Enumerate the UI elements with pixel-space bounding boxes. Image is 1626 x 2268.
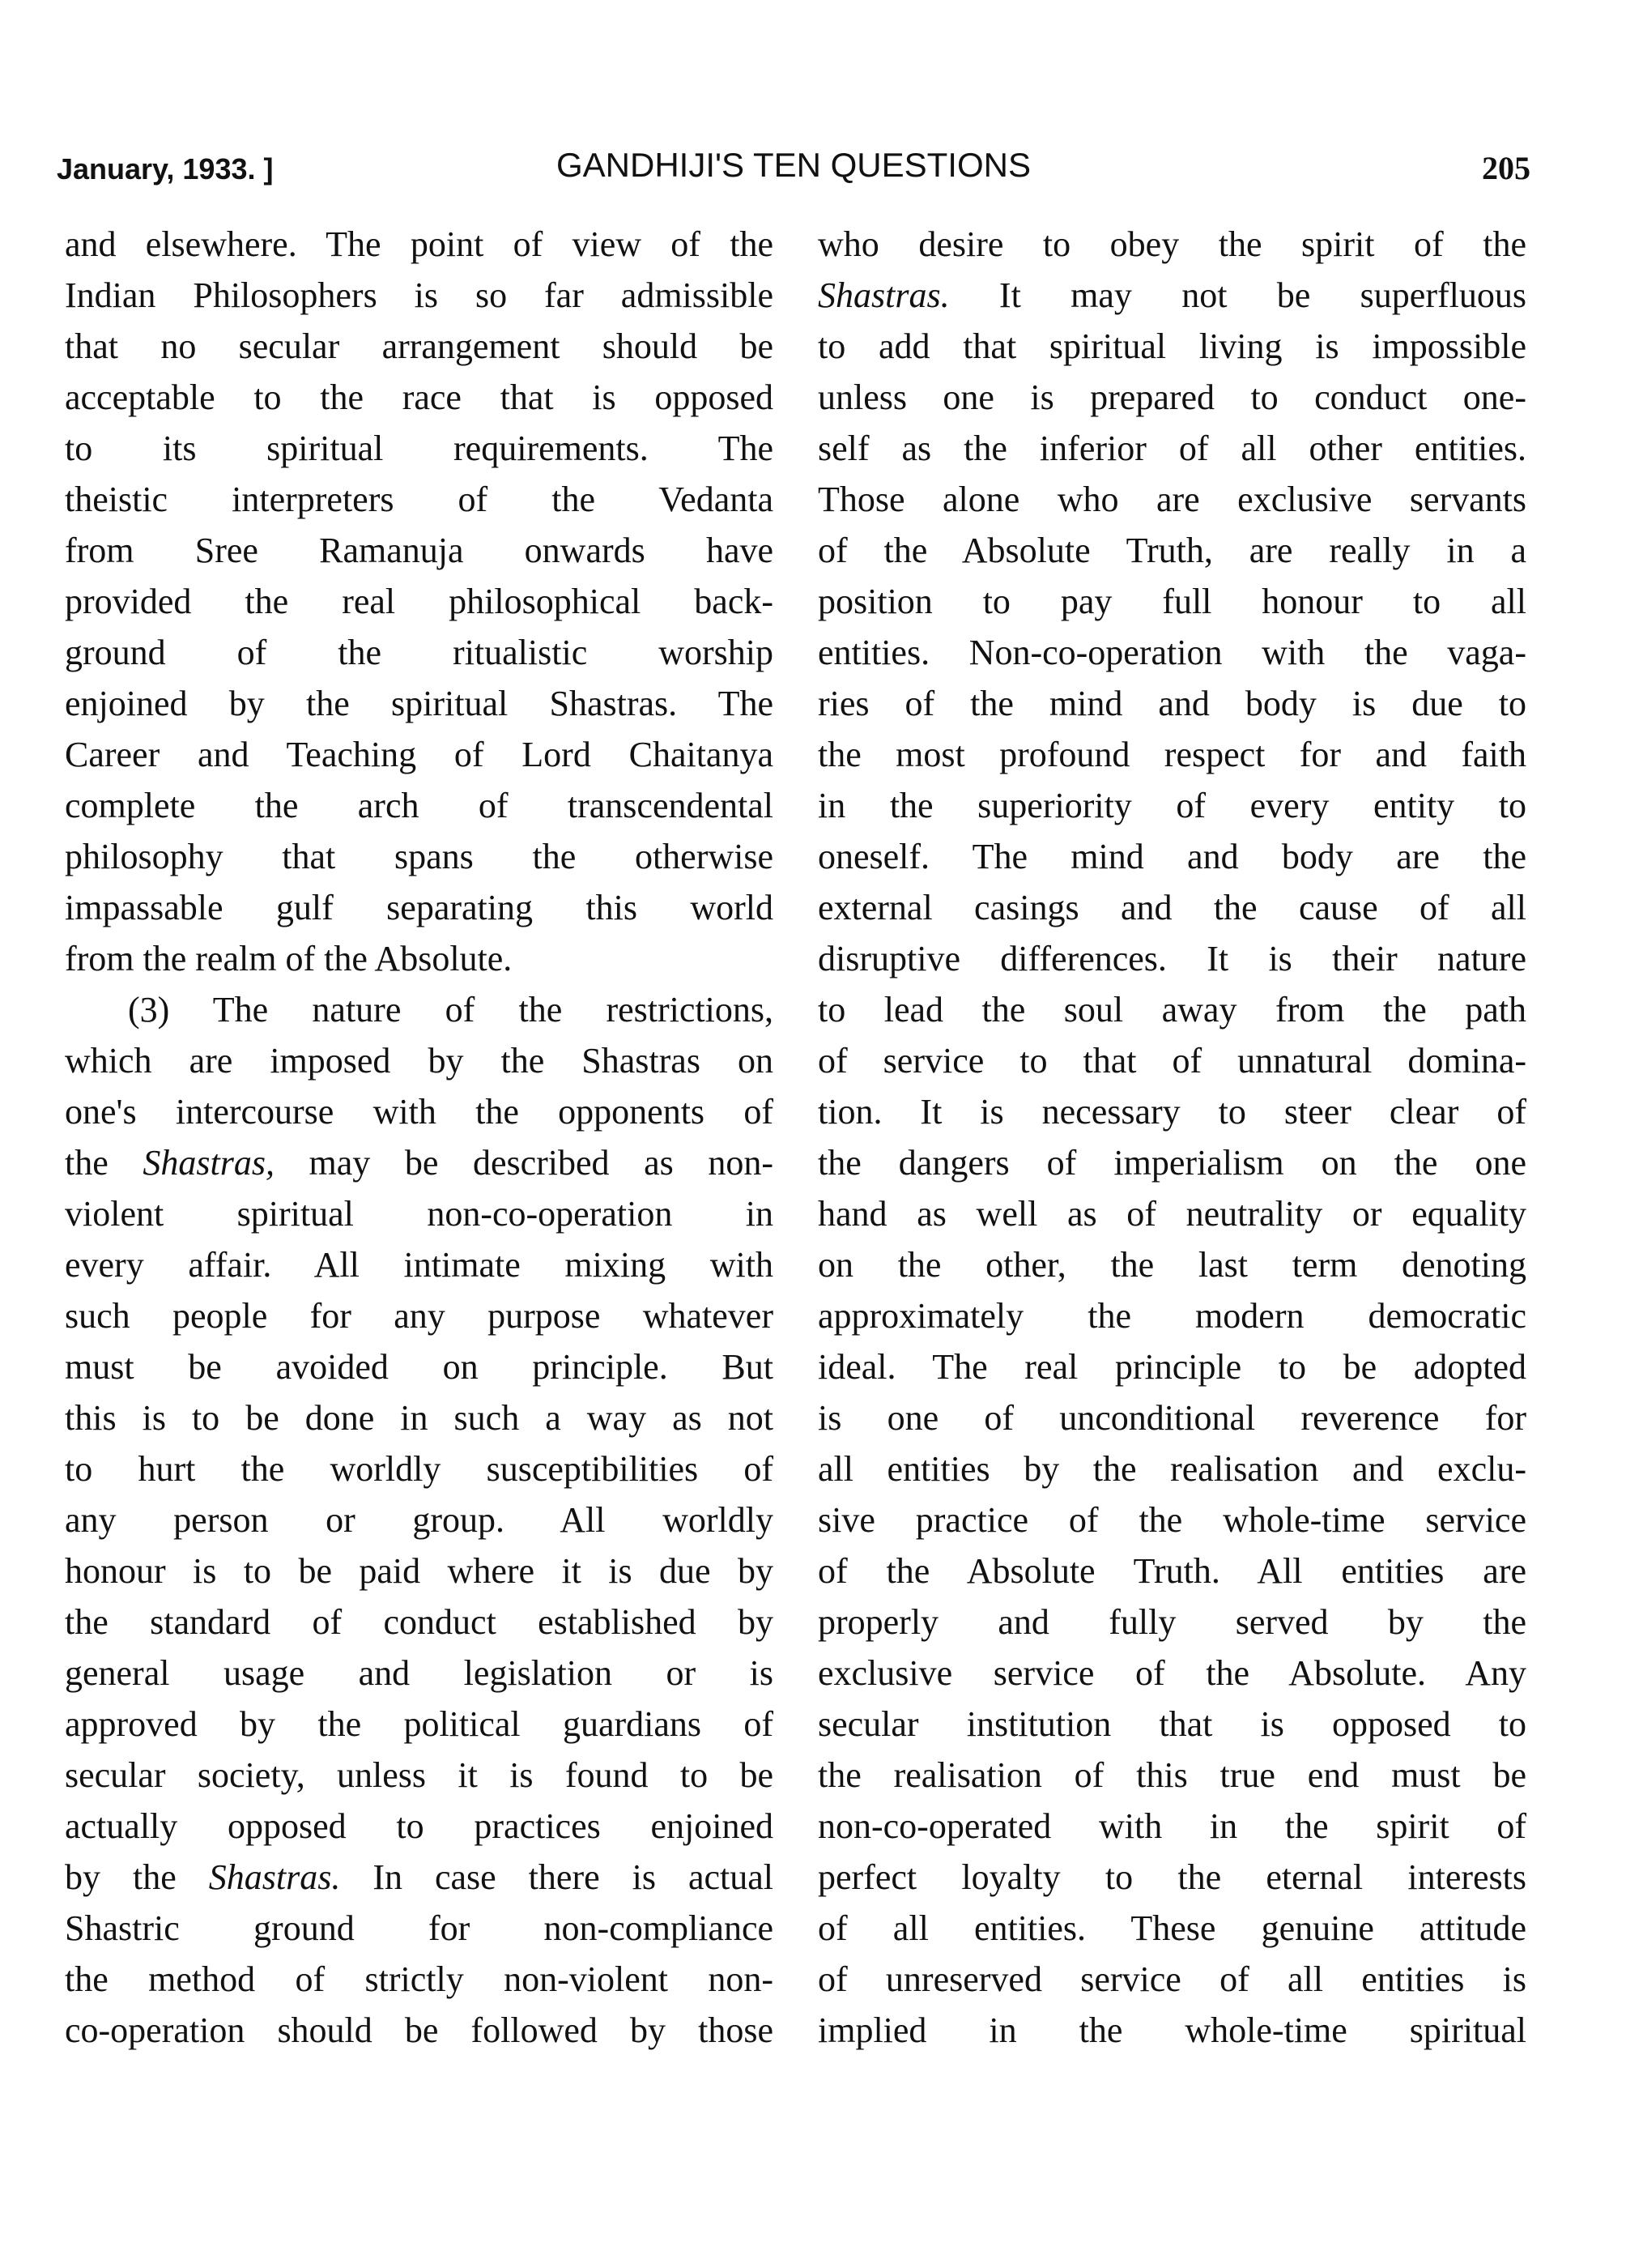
page-number: 205 xyxy=(1482,150,1530,186)
text-line: philosophy that spans the otherwise xyxy=(65,837,773,876)
text-line: tion. It is necessary to steer clear of xyxy=(818,1092,1526,1132)
text-line: which are imposed by the Shastras on xyxy=(65,1041,773,1081)
text-line: all entities by the realisation and exclu- xyxy=(818,1449,1526,1489)
text-line: from the realm of the Absolute. xyxy=(65,939,513,978)
text-line: properly and fully served by the xyxy=(818,1602,1526,1642)
text-line: unless one is prepared to conduct one- xyxy=(818,377,1526,417)
text-line: any person or group. All worldly xyxy=(65,1500,773,1540)
text-line xyxy=(65,1852,773,1903)
header-title: GANDHIJI'S TEN QUESTIONS xyxy=(556,146,1031,184)
text-line: implied in the whole-time spiritual xyxy=(818,2010,1526,2050)
text-line: disruptive differences. It is their nature xyxy=(818,939,1526,978)
text-line: to hurt the worldly susceptibilities of xyxy=(65,1449,773,1489)
paragraph-philosophy xyxy=(65,219,773,984)
left-column xyxy=(65,219,773,2056)
italic-term: Shastras. xyxy=(208,1857,341,1897)
text-line: to add that spiritual living is impossible xyxy=(818,326,1526,366)
italic-term: Shastras, xyxy=(143,1143,275,1183)
text-line: hand as well as of neutrality or equality xyxy=(818,1194,1526,1234)
text-line: from Sree Ramanuja onwards have xyxy=(65,531,773,570)
text-line: general usage and legislation or is xyxy=(65,1653,773,1693)
text-line: entities. Non-co-operation with the vaga- xyxy=(818,633,1526,672)
text-line: sive practice of the whole-time service xyxy=(818,1500,1526,1540)
text-line: to lead the soul away from the path xyxy=(818,990,1526,1030)
text-line: non-co-operated with in the spirit of xyxy=(818,1806,1526,1846)
text-line: every affair. All intimate mixing with xyxy=(65,1245,773,1285)
text-line: of the Absolute Truth. All entities are xyxy=(818,1551,1526,1591)
text-line: actually opposed to practices enjoined xyxy=(65,1806,773,1846)
text-line: perfect loyalty to the eternal interests xyxy=(818,1857,1526,1897)
text-line: the standard of conduct established by xyxy=(65,1602,773,1642)
text-line: honour is to be paid where it is due by xyxy=(65,1551,773,1591)
text-line: this is to be done in such a way as not xyxy=(65,1398,773,1438)
text-line: secular institution that is opposed to xyxy=(818,1704,1526,1744)
text-fragment: It may not be superfluous xyxy=(949,275,1526,315)
text-line: position to pay full honour to all xyxy=(818,582,1526,621)
running-header xyxy=(57,146,1530,194)
text-line: the realisation of this true end must be xyxy=(818,1755,1526,1795)
text-line: approximately the modern democratic xyxy=(818,1296,1526,1336)
text-line: who desire to obey the spirit of the xyxy=(818,224,1526,264)
paragraph-restrictions xyxy=(65,984,773,2056)
text-line: the method of strictly non-violent non- xyxy=(65,1959,773,1999)
paragraph-continuation xyxy=(818,219,1526,2056)
text-line: ground of the ritualistic worship xyxy=(65,633,773,672)
text-line: Those alone who are exclusive servants xyxy=(818,480,1526,519)
text-line: Shastric ground for non-compliance xyxy=(65,1908,773,1948)
text-fragment: the xyxy=(65,1143,143,1183)
text-line: violent spiritual non-co-operation in xyxy=(65,1194,773,1234)
italic-term: Shastras. xyxy=(818,275,950,315)
text-line: of the Absolute Truth, are really in a xyxy=(818,531,1526,570)
text-line: is one of unconditional reverence for xyxy=(818,1398,1526,1438)
text-line: ries of the mind and body is due to xyxy=(818,684,1526,723)
text-line: Indian Philosophers is so far admissible xyxy=(65,275,773,315)
text-line: of service to that of unnatural domina- xyxy=(818,1041,1526,1081)
text-line: self as the inferior of all other entities. xyxy=(818,428,1526,468)
text-line: enjoined by the spiritual Shastras. The xyxy=(65,684,773,723)
text-line: co-operation should be followed by those xyxy=(65,2010,773,2050)
text-line: the dangers of imperialism on the one xyxy=(818,1143,1526,1183)
text-line: in the superiority of every entity to xyxy=(818,786,1526,825)
text-fragment: In case there is actual xyxy=(340,1857,773,1897)
text-line: one's intercourse with the opponents of xyxy=(65,1092,773,1132)
text-line: and elsewhere. The point of view of the xyxy=(65,224,773,264)
right-column xyxy=(818,219,1526,2056)
text-line: to its spiritual requirements. The xyxy=(65,428,773,468)
text-line xyxy=(65,1137,773,1188)
text-line xyxy=(818,270,1526,321)
text-line: that no secular arrangement should be xyxy=(65,326,773,366)
text-line: oneself. The mind and body are the xyxy=(818,837,1526,876)
header-date: January, 1933. ] xyxy=(57,152,274,185)
text-line: on the other, the last term denoting xyxy=(818,1245,1526,1285)
text-line: exclusive service of the Absolute. Any xyxy=(818,1653,1526,1693)
text-line: acceptable to the race that is opposed xyxy=(65,377,773,417)
text-line: of all entities. These genuine attitude xyxy=(818,1908,1526,1948)
text-fragment: by the xyxy=(65,1857,209,1897)
text-line: provided the real philosophical back- xyxy=(65,582,773,621)
text-line: (3) The nature of the restrictions, xyxy=(128,990,773,1030)
text-line: must be avoided on principle. But xyxy=(65,1347,773,1387)
text-line: such people for any purpose whatever xyxy=(65,1296,773,1336)
text-line: secular society, unless it is found to be xyxy=(65,1755,773,1795)
text-line: theistic interpreters of the Vedanta xyxy=(65,480,773,519)
text-line: Career and Teaching of Lord Chaitanya xyxy=(65,735,773,774)
text-line: impassable gulf separating this world xyxy=(65,888,773,927)
text-line: of unreserved service of all entities is xyxy=(818,1959,1526,1999)
text-line: external casings and the cause of all xyxy=(818,888,1526,927)
text-line: the most profound respect for and faith xyxy=(818,735,1526,774)
text-line: approved by the political guardians of xyxy=(65,1704,773,1744)
text-line: complete the arch of transcendental xyxy=(65,786,773,825)
text-fragment: may be described as non- xyxy=(274,1143,773,1183)
text-line: ideal. The real principle to be adopted xyxy=(818,1347,1526,1387)
